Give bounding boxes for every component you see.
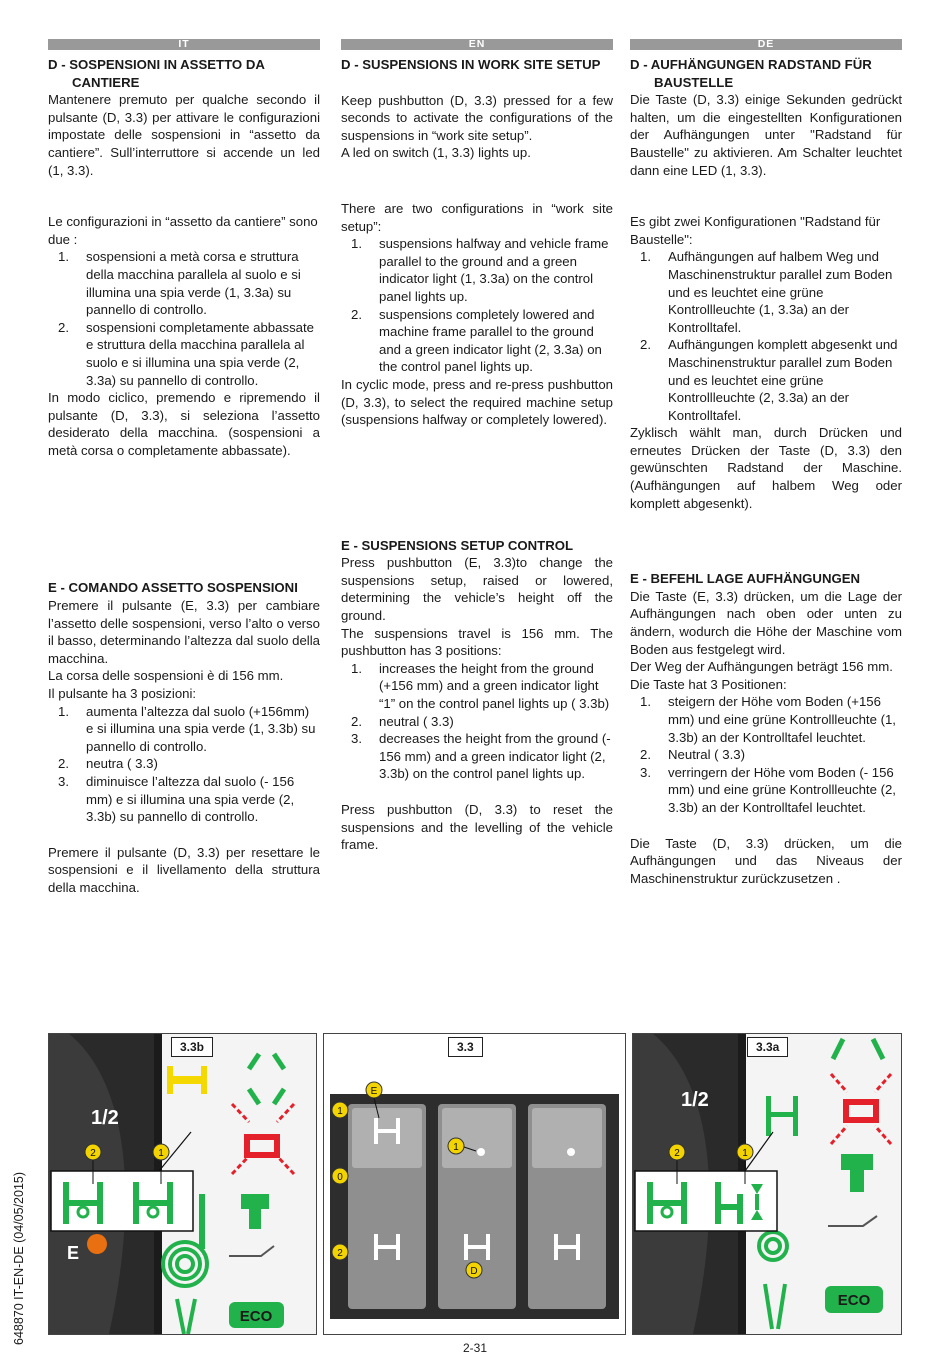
- figure-label: 3.3: [448, 1037, 483, 1057]
- section-e-title: E - BEFEHL LAGE AUFHÄNGUNGEN: [630, 571, 861, 587]
- section-e-title: E - SUSPENSIONS SETUP CONTROL: [341, 537, 574, 553]
- paragraph: Press pushbutton (D, 3.3) to reset the suspensions and the levelling of the vehicle frame.: [341, 802, 613, 853]
- half-label: 1/2: [681, 1089, 709, 1111]
- paragraph: Zyklisch wählt man, durch Drücken und erneutes Drücken der Taste (D, 3.3) den gewünschten Radstand der Maschine. (Aufhängungen auf halbem Weg oder komplett abgesenkt).: [630, 425, 902, 511]
- list-item: 2. suspensions completely lowered and machine frame parallel to the ground and a green indicator light (2, 3.3a) on the control panel lights up.: [351, 306, 602, 375]
- figure-3-3b: [48, 1033, 317, 1335]
- lang-header-en: EN: [341, 39, 613, 50]
- document-code: 648870 IT-EN-DE (04/05/2015): [12, 1171, 26, 1345]
- paragraph: In modo ciclico, premendo e ripremendo il pulsante (D, 3.3), si seleziona l’assetto desiderato della macchina. (sospensioni a metà corsa o completamente abbassate).: [48, 390, 320, 458]
- callout-e-text: E: [370, 1086, 378, 1097]
- paragraph: Der Weg der Aufhängungen beträgt 156 mm.: [630, 659, 893, 675]
- column-it: [48, 39, 320, 897]
- section-d-title: D - SOSPENSIONI IN ASSETTO DA CANTIERE: [48, 57, 265, 90]
- dashboard-panel-illustration: [49, 1034, 316, 1334]
- config-list: [48, 248, 320, 389]
- callout-2-text: 2: [674, 1148, 680, 1159]
- config-list: [341, 235, 613, 376]
- lang-header-it: IT: [48, 39, 320, 50]
- paragraph: Premere il pulsante (D, 3.3) per resettare le sospensioni e il livellamento della struttura della macchina.: [48, 844, 320, 895]
- positions-list: [630, 693, 902, 816]
- figure-3-3a: [632, 1033, 902, 1335]
- list-item: 2. sospensioni completamente abbassate e struttura della macchina parallela al suolo e si illumina una spia verde (2, 3.3a) su pannello di controllo.: [58, 319, 314, 388]
- eco-label: ECO: [239, 1308, 273, 1325]
- list-item: 2. Neutral ( 3.3): [640, 747, 745, 763]
- column-de: [630, 39, 902, 887]
- dashboard-panel-illustration: [633, 1034, 901, 1334]
- callout-1-text: 1: [742, 1148, 748, 1159]
- figure-label: 3.3b: [171, 1037, 213, 1057]
- callout-0-text: 0: [337, 1172, 343, 1183]
- paragraph: There are two configurations in “work site setup”:: [341, 200, 613, 234]
- lang-header-de: DE: [630, 39, 902, 50]
- positions-list: [48, 703, 320, 826]
- config-list: [630, 248, 902, 424]
- e-label: E: [67, 1243, 80, 1263]
- paragraph: A led on switch (1, 3.3) lights up.: [341, 145, 531, 161]
- list-item: 3. diminuisce l’altezza dal suolo (- 156 mm) e si illumina una spia verde (2, 3.3b) su pannello di controllo.: [58, 774, 295, 825]
- list-item: 3. verringern der Höhe vom Boden (- 156 mm) und eine grüne Kontrollleuchte (2, 3.3b) an der Kontrolltafel leuchtet.: [640, 764, 896, 815]
- list-item: 1. aumenta l’altezza dal suolo (+156mm) e si illumina una spia verde (1, 3.3b) su pannello di controllo.: [58, 703, 316, 754]
- half-label: 1/2: [91, 1107, 119, 1129]
- list-item: 1. suspensions halfway and vehicle frame parallel to the ground and a green indicator light (1, 3.3a) on the control panel lights up.: [351, 236, 609, 304]
- list-item: 2. neutral ( 3.3): [351, 713, 454, 729]
- list-item: 2. neutra ( 3.3): [58, 756, 158, 772]
- figure-3-3: [323, 1033, 626, 1335]
- paragraph: Mantenere premuto per qualche secondo il pulsante (D, 3.3) per attivare le configurazioni impostate delle sospensioni in “assetto da cantiere”. Sull’interruttore si accende un led (1, 3.3).: [48, 92, 320, 178]
- paragraph: In cyclic mode, press and re-press pushbutton (D, 3.3), to select the required machine setup (suspensions halfway or completely lowered).: [341, 376, 613, 428]
- list-item: 1. steigern der Höhe vom Boden (+156 mm) und eine grüne Kontrollleuchte (1, 3.3b) an der Kontrolltafel leuchtet.: [640, 694, 896, 745]
- callout-2-text: 2: [337, 1248, 343, 1259]
- section-d-title: D - SUSPENSIONS IN WORK SITE SETUP: [341, 57, 601, 72]
- list-item: 1. Aufhängungen auf halbem Weg und Maschinenstruktur parallel zum Boden und es leuchtet eine grüne Kontrollleuchte (1, 3.3a) an der Kontrolltafel.: [640, 249, 893, 335]
- callout-1-text: 1: [158, 1148, 164, 1159]
- positions-list: [341, 660, 613, 783]
- eco-label: ECO: [837, 1292, 871, 1309]
- column-en: [341, 39, 613, 854]
- list-item: 1. sospensioni a metà corsa e struttura della macchina parallela al suolo e si illumina una spia verde (1, 3.3a) su pannello di controllo.: [58, 249, 301, 318]
- paragraph: Premere il pulsante (E, 3.3) per cambiare l’assetto delle sospensioni, verso l’alto o verso il basso, determinando l’altezza dal suolo della macchina.: [48, 598, 320, 666]
- paragraph: Press pushbutton (E, 3.3)to change the suspensions setup, raised or lowered, determining the vehicle’s height off the ground.: [341, 555, 613, 624]
- paragraph: La corsa delle sospensioni è di 156 mm.: [48, 668, 284, 684]
- paragraph: Le configurazioni in “assetto da cantiere” sono due :: [48, 214, 318, 247]
- callout-2-text: 2: [90, 1148, 96, 1159]
- list-item: 2. Aufhängungen komplett abgesenkt und Maschinenstruktur parallel zum Boden und es leuchtet eine grüne Kontrollleuchte (2, 3.3a) an der Kontrolltafel.: [640, 337, 898, 423]
- paragraph: Die Taste (D, 3.3) drücken, um die Aufhängungen und das Niveaus der Maschinenstruktur zurückzusetzen .: [630, 835, 902, 886]
- callout-1b-text: 1: [453, 1142, 459, 1153]
- callout-1-text: 1: [337, 1106, 343, 1117]
- paragraph: Keep pushbutton (D, 3.3) pressed for a few seconds to activate the configurations of the suspensions in “work site setup”.: [341, 92, 613, 143]
- section-e-title: E - COMANDO ASSETTO SOSPENSIONI: [48, 580, 298, 596]
- list-item: 3. decreases the height from the ground (- 156 mm) and a green indicator light (2, 3.3b) on the control panel lights up.: [351, 731, 611, 782]
- paragraph: The suspensions travel is 156 mm. The pushbutton has 3 positions:: [341, 625, 613, 659]
- figure-label: 3.3a: [747, 1037, 788, 1057]
- paragraph: Es gibt zwei Konfigurationen "Radstand für Baustelle":: [630, 214, 881, 247]
- paragraph: Die Taste hat 3 Positionen:: [630, 676, 787, 692]
- paragraph: Die Taste (D, 3.3) einige Sekunden gedrückt halten, um die eingestellten Konfigurationen der Aufhängungen unter "Radstand für Baustelle" zu aktivieren. Am Schalter leuchtet dann eine LED (1, 3.3).: [630, 92, 902, 178]
- callout-d-text: D: [470, 1266, 478, 1277]
- paragraph: Die Taste (E, 3.3) drücken, um die Lage der Aufhängungen nach oben oder unten zu ändern, wodurch die Höhe der Maschine vom Boden aus festgelegt wird.: [630, 588, 902, 657]
- section-d-title: D - AUFHÄNGUNGEN RADSTAND FÜR BAUSTELLE: [630, 57, 872, 90]
- list-item: 1. increases the height from the ground (+156 mm) and a green indicator light “1” on the control panel lights up ( 3.3b): [351, 660, 610, 712]
- page-number: 2-31: [462, 1341, 488, 1355]
- paragraph: Il pulsante ha 3 posizioni:: [48, 686, 197, 702]
- switch-panel-illustration: [324, 1034, 625, 1334]
